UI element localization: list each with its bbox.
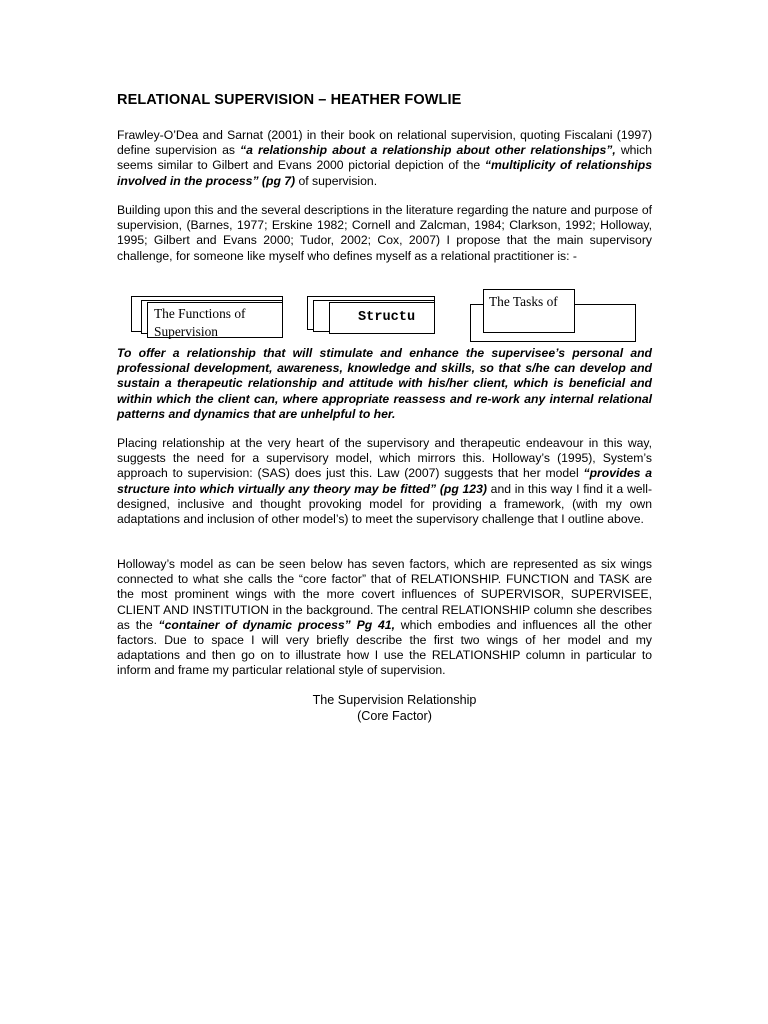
para5-text-2: which embodies and influences all the other factors. Due to space I will very briefly describe the first two wings of her model and my adaptations and then go on to illustrate how I use the RELATIONSHIP column in particular to inform and frame my particular relational style of supervision. (117, 617, 652, 678)
functions-box: The Functions of Supervision (147, 302, 283, 338)
para4-text-1: Placing relationship at the very heart of the supervisory and therapeutic endeavour in this way, suggests the need for a supervisory model, which mirrors this. Holloway’s (1995), System’s approach to supervision: (SAS) does just this. Law (2007) suggests that her model (117, 436, 652, 481)
tasks-box: The Tasks of (483, 289, 575, 333)
para1-text-3: of supervision. (295, 173, 378, 188)
figure-caption (117, 692, 672, 724)
caption-line-2: (Core Factor) (357, 709, 432, 723)
para4-text-2: and in this way I find it a well-designed, inclusive and thought provoking model for providing a framework, (with my own adaptations and inclusion of other model’s) to meet the supervisory challenge that I outline above. (117, 481, 652, 527)
paragraph-holloway (117, 557, 652, 679)
paragraph-literature: Building upon this and the several descriptions in the literature regarding the nature and purpose of supervision, (Barnes, 1977; Erskine 1982; Cornell and Zalcman, 1984; Clarkson, 1992; Holloway, 1995; Gilbert and Evans 2000; Tudor, 2002; Cox, 2007) I propose that the main supervisory challenge, for someone like myself who defines myself as a relational practitioner is: - (117, 203, 652, 263)
caption-line-1: The Supervision Relationship (312, 693, 477, 707)
document-page (117, 92, 652, 723)
paragraph-model (117, 436, 652, 527)
document-title: RELATIONAL SUPERVISION – HEATHER FOWLIE (117, 92, 462, 108)
paragraph-intro (117, 128, 652, 189)
para1-quote-2: “multiplicity of relationships involved in the process” (pg 7) (117, 158, 652, 188)
paragraph-challenge: To offer a relationship that will stimulate and enhance the supervisee’s personal and professional development, awareness, knowledge and skills, so that s/he can develop and sustain a therapeutic relationship and attitude with his/her client, which is beneficial and within which the client can, where appropriate reassess and re-work any internal relational patterns and dynamics that are unhelpful to her. (117, 346, 652, 421)
para4-quote-1: “provides a structure into which virtually any theory may be fitted” (pg 123) (117, 466, 652, 496)
para1-quote-1: “a relationship about a relationship about other relationships”, (240, 143, 616, 158)
para1-text-2: which seems similar to Gilbert and Evans 2000 pictorial depiction of the (117, 143, 652, 173)
diagram-boxes (117, 292, 652, 348)
structure-box: Structu (329, 302, 435, 334)
para5-quote-1: “container of dynamic process” Pg 41, (158, 617, 395, 632)
para5-text-1: Holloway’s model as can be seen below has seven factors, which are represented as six wings connected to what she calls the “core factor” that of RELATIONSHIP. FUNCTION and TASK are the most prominent wings with the more covert influences of SUPERVISOR, SUPERVISEE, CLIENT AND INSTITUTION in the background. The central RELATIONSHIP column she describes as the (117, 557, 652, 632)
para1-text-1: Frawley-O’Dea and Sarnat (2001) in their book on relational supervision, quoting Fiscalani (1997) define supervision as (117, 128, 652, 158)
